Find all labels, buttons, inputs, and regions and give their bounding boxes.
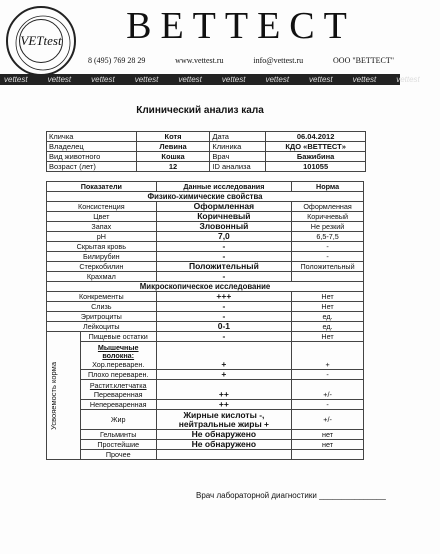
lab-seal-logo [6,6,76,76]
contacts-row [88,56,394,65]
row-label: Стеркобилин [47,262,157,272]
row-label: Непереваренная [80,400,156,410]
row-norm: 6,5-7,5 [292,232,364,242]
document-title: Клинический анализ кала [136,105,264,116]
row-label: Крахмал [47,272,157,282]
row-label: Хор.переварен. [92,360,145,369]
row-label: pH [47,232,157,242]
row-label: Билирубин [47,252,157,262]
row-value: + [156,370,291,380]
row-norm: Коричневый [292,212,364,222]
row-label: Плохо переварен. [80,370,156,380]
muscle-label: Мышечные волокна: [97,343,139,360]
row-value: Оформленная [156,202,291,212]
section-micro: Микроскопическое исследование [47,282,364,292]
row-value: Жирные кислоты -, нейтральные жиры + [156,410,291,430]
band-word: vettest [4,75,28,84]
table-row [47,302,364,312]
row-value: Зловонный [156,222,291,232]
table-row [47,370,364,380]
row-label: Прочее [80,450,156,460]
plant-group-label [80,380,156,400]
band-word: vettest [221,75,246,84]
row-label: Жир [80,410,156,430]
header-indicator: Показатели [47,182,157,192]
row-norm [292,450,364,460]
row-norm: Оформленная [292,202,364,212]
row-value: + [156,342,291,370]
side-label-cell [47,332,81,460]
owner-value: Левина [136,142,210,152]
table-row [47,202,364,212]
table-row [47,272,364,282]
id-label: ID анализа [210,162,266,172]
row-norm: нет [292,430,364,440]
row-label: Лейкоциты [47,322,157,332]
row-value: ++ [156,400,291,410]
table-row [47,252,364,262]
website: www.vettest.ru [175,56,224,65]
species-label: Вид животного [47,152,137,162]
row-norm [292,272,364,282]
plant-label: Растит.клетчатка [89,381,147,390]
row-label: Цвет [47,212,157,222]
table-row [47,400,364,410]
row-norm: +/- [292,380,364,400]
nickname-label: Кличка [47,132,137,142]
table-row [47,312,364,322]
row-norm: ед. [292,322,364,332]
id-value: 101055 [266,162,366,172]
table-row [47,430,364,440]
phone: 8 (495) 769 28 29 [88,56,146,65]
row-label: Эритроциты [47,312,157,322]
age-label: Возраст (лет) [47,162,137,172]
row-value: Не обнаружено [156,430,291,440]
table-row [47,292,364,302]
clinic-label: Клиника [210,142,266,152]
row-value: 7,0 [156,232,291,242]
doctor-value: Бажибина [266,152,366,162]
row-label: Скрытая кровь [47,242,157,252]
company: ООО "ВЕТТЕСТ" [333,56,394,65]
row-norm: - [292,370,364,380]
row-value: +++ [156,292,291,302]
table-row [47,212,364,222]
row-norm: Положительный [292,262,364,272]
row-value: - [156,252,291,262]
table-row [47,450,364,460]
clinic-value: КДО «ВЕТТЕСТ» [266,142,366,152]
date-value: 06.04.2012 [266,132,366,142]
row-label: Простейшие [80,440,156,450]
row-value: Коричневый [156,212,291,222]
row-value: Положительный [156,262,291,272]
band-word: vettest [396,75,420,84]
row-label: Запах [47,222,157,232]
brand-band [0,74,420,85]
row-norm: Не резкий [292,222,364,232]
row-norm: + [292,342,364,370]
band-word: vettest [265,75,290,84]
email: info@vettest.ru [253,56,304,65]
table-row [47,342,364,370]
row-value: - [156,242,291,252]
band-word: vettest [47,75,72,84]
patient-info-table [46,131,366,172]
row-norm: ед. [292,312,364,322]
row-label: Консистенция [47,202,157,212]
species-value: Кошка [136,152,210,162]
seal-ring-icon [8,8,78,78]
row-norm: Нет [292,332,364,342]
header-data: Данные исследования [156,182,291,192]
row-label: Переваренная [93,390,143,399]
header-norm: Норма [292,182,364,192]
table-row [47,440,364,450]
row-value: ++ [156,380,291,400]
band-word: vettest [309,75,333,84]
nickname-value: Котя [136,132,210,142]
table-row [47,332,364,342]
band-word: vettest [134,75,159,84]
table-row [47,380,364,400]
row-norm: +/- [292,410,364,430]
owner-label: Владелец [47,142,137,152]
row-norm: Нет [292,292,364,302]
doctor-label: Врач [210,152,266,162]
band-word: vettest [352,75,377,84]
row-value: 0-1 [156,322,291,332]
age-value: 12 [136,162,210,172]
table-row [47,262,364,272]
section-physchem: Физико-химические свойства [47,192,364,202]
row-value: - [156,312,291,322]
row-value: Не обнаружено [156,440,291,450]
band-word: vettest [178,75,202,84]
muscle-group-label [80,342,156,370]
results-table [46,181,364,460]
table-row [47,242,364,252]
brand-title: ВЕТТЕСТ [126,5,356,47]
row-label: Пищевые остатки [80,332,156,342]
row-label: Конкременты [47,292,157,302]
band-word: vettest [91,75,115,84]
row-value: - [156,302,291,312]
row-norm: - [292,242,364,252]
row-value [156,450,291,460]
signature-blank: _______________ [319,491,386,500]
row-value: - [156,332,291,342]
logo-text: VETtest [19,19,63,63]
table-row [47,322,364,332]
row-norm: - [292,400,364,410]
table-row [47,410,364,430]
row-norm: - [292,252,364,262]
table-row [47,232,364,242]
date-label: Дата [210,132,266,142]
row-label: Слизь [47,302,157,312]
side-label: Усвояемость корма [49,361,58,430]
table-row [47,222,364,232]
signature-label: Врач лабораторной диагностики [196,491,317,500]
row-norm: нет [292,440,364,450]
row-value: - [156,272,291,282]
row-label: Гельминты [80,430,156,440]
signature-line [196,491,386,500]
row-norm: Нет [292,302,364,312]
